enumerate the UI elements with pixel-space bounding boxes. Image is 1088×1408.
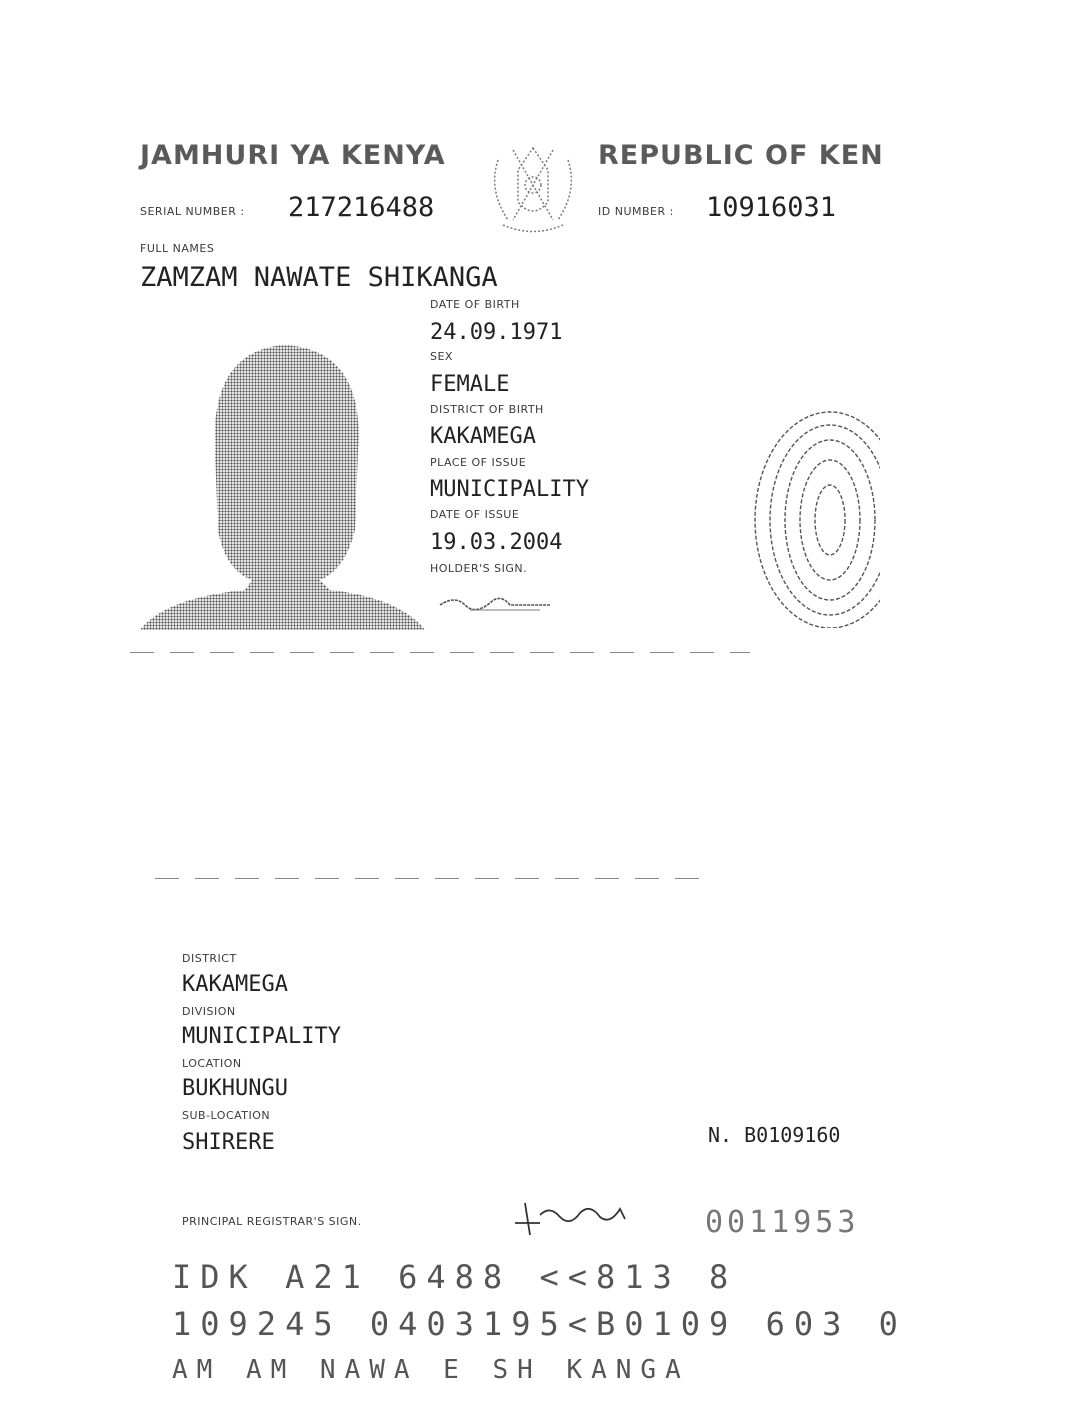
holders-sign-label: HOLDER'S SIGN. <box>430 562 528 575</box>
division-value: MUNICIPALITY <box>182 1024 341 1049</box>
district-value: KAKAMEGA <box>182 972 288 997</box>
date-of-birth-value: 24.09.1971 <box>430 320 563 345</box>
sex-label: SEX <box>430 350 453 363</box>
serial-number-label: SERIAL NUMBER : <box>140 205 245 218</box>
registrar-signature <box>510 1195 640 1240</box>
serial-number-value: 217216488 <box>288 192 435 223</box>
sub-location-label: SUB-LOCATION <box>182 1109 271 1122</box>
holder-photo <box>140 330 425 630</box>
holder-signature <box>430 585 560 620</box>
full-names-value: ZAMZAM NAWATE SHIKANGA <box>140 262 498 293</box>
thumbprint-icon <box>720 400 880 628</box>
district-of-birth-label: DISTRICT OF BIRTH <box>430 403 544 416</box>
card-number: N. B0109160 <box>708 1123 841 1147</box>
sex-value: FEMALE <box>430 372 510 397</box>
sub-location-value: SHIRERE <box>182 1130 275 1155</box>
location-label: LOCATION <box>182 1057 242 1070</box>
id-number-value: 10916031 <box>706 192 837 223</box>
division-label: DIVISION <box>182 1005 236 1018</box>
place-of-issue-label: PLACE OF ISSUE <box>430 456 527 469</box>
date-of-issue-label: DATE OF ISSUE <box>430 508 520 521</box>
principal-registrar-label: PRINCIPAL REGISTRAR'S SIGN. <box>182 1215 362 1228</box>
header-left: JAMHURI YA KENYA <box>140 140 446 171</box>
registrar-code: 0011953 <box>705 1205 860 1240</box>
mrz-line-1: IDK A21 6488 <<813 8 <box>172 1258 738 1296</box>
date-of-birth-label: DATE OF BIRTH <box>430 298 520 311</box>
mrz-line-3: AM AM NAWA E SH KANGA <box>172 1355 690 1385</box>
district-of-birth-value: KAKAMEGA <box>430 424 536 449</box>
date-of-issue-value: 19.03.2004 <box>430 530 563 555</box>
place-of-issue-value: MUNICIPALITY <box>430 477 589 502</box>
id-number-label: ID NUMBER : <box>598 205 674 218</box>
header-right: REPUBLIC OF KEN <box>598 140 884 171</box>
full-names-label: FULL NAMES <box>140 242 215 255</box>
card-bottom-edge <box>130 652 750 653</box>
card-top-edge <box>155 878 715 879</box>
kenya-coat-of-arms-icon <box>478 140 588 240</box>
mrz-line-2: 109245 0403195<B0109 603 0 <box>172 1305 907 1343</box>
district-label: DISTRICT <box>182 952 237 965</box>
location-value: BUKHUNGU <box>182 1076 288 1101</box>
